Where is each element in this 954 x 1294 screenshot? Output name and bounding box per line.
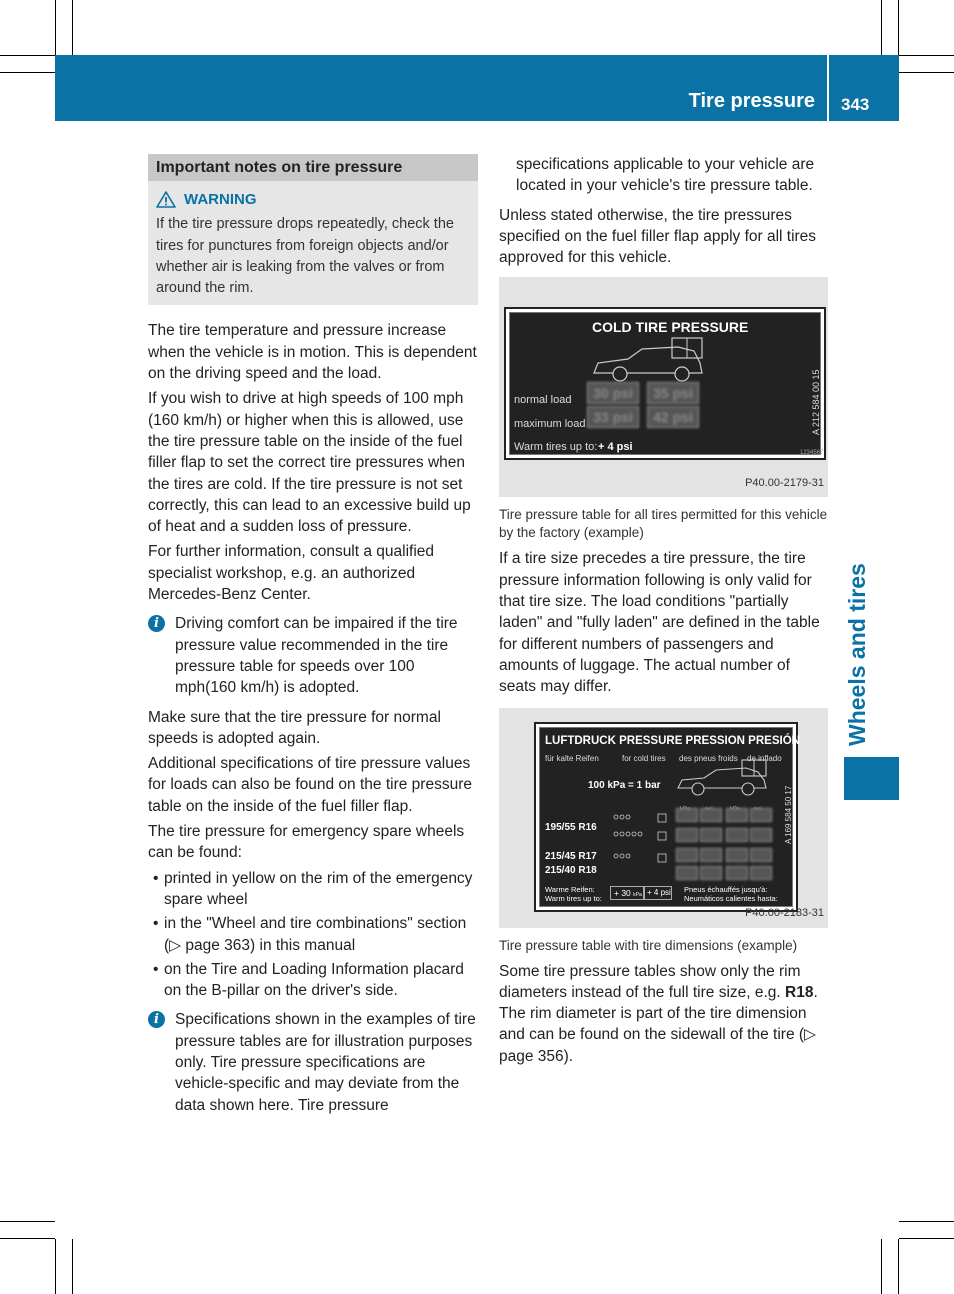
pressure-cell (676, 866, 698, 880)
placard-title: COLD TIRE PRESSURE (592, 319, 749, 336)
pressure-cell (726, 866, 748, 880)
paragraph (499, 961, 829, 1067)
warm-label-es: Neumáticos calientes hasta: (684, 893, 778, 903)
info-continuation: specifications applicable to your vehicle are located in your vehicle's tire pressure table. (516, 156, 815, 195)
pressure-cell (750, 828, 772, 842)
pressure-cell (700, 828, 722, 842)
rim-diameter-example: R18 (785, 983, 814, 1001)
crop-mark (881, 0, 882, 55)
warm-kpa-value: + 30 (614, 887, 631, 898)
paragraph: Additional specifications of tire pressure values for loads can also be found on the tire pressure table on the inside of the fuel filler flap. (148, 755, 472, 815)
tire-size: 215/40 R18 (545, 864, 597, 876)
tire-placard (504, 307, 826, 460)
info-text: Driving comfort can be impaired if the tire pressure value recommended in the tire pressure table for speeds over 100 mph(160 km/h) is adopted. (175, 615, 458, 697)
figure-caption: Tire pressure table for all tires permitted for this vehicle by the factory (example) (499, 507, 828, 541)
pressure-cell (676, 808, 698, 822)
right-column (499, 154, 829, 1071)
warning-box (148, 181, 478, 305)
info-icon: i (148, 1011, 165, 1028)
bullet-list (148, 868, 478, 1002)
list-item: • in the "Wheel and tire combinations" section (▷ page 363) in this manual (148, 913, 478, 956)
warm-kpa-unit: kPa (633, 891, 642, 898)
pressure-cell (700, 808, 722, 822)
crop-mark (0, 1221, 55, 1222)
pressure-value: 30 psi (587, 382, 639, 404)
crop-mark (72, 0, 73, 55)
pressure-cell (676, 848, 698, 862)
occupant-luggage-icon (612, 812, 672, 872)
pressure-cell (750, 808, 772, 822)
warning-label: WARNING (184, 191, 257, 208)
crop-mark (72, 1239, 73, 1294)
part-number: A 169 584 50 17 (784, 785, 793, 844)
pressure-cell (700, 866, 722, 880)
paragraph-text: Some tire pressure tables show only the rim diameters instead of the full tire size, e.g. (499, 962, 801, 1001)
figure-code: P40.00-2183-31 (745, 907, 824, 920)
crop-mark (0, 1238, 55, 1239)
info-icon: i (148, 615, 165, 632)
pressure-value: 33 psi (587, 406, 639, 428)
placard-title: LUFTDRUCK PRESSURE PRESSION PRESIÓN (545, 734, 800, 747)
tire-size: 195/55 R16 (545, 821, 597, 833)
warning-triangle-icon (156, 191, 176, 208)
pressure-cell (726, 848, 748, 862)
crop-mark (0, 55, 55, 56)
pressure-cell (750, 866, 772, 880)
car-outline-icon (674, 758, 774, 798)
crop-mark (881, 1239, 882, 1294)
paragraph: If a tire size precedes a tire pressure, the tire pressure information following is only valid for that tire size. The load conditions "partially laden" and "fully laden" are defined in the table for different numbers of passengers and amounts of luggage. The actual number of seats may differ. (499, 550, 820, 696)
side-tab-marker (844, 757, 899, 800)
crop-mark (55, 0, 56, 55)
crop-mark (899, 55, 954, 56)
row-label: maximum load (514, 418, 586, 431)
warm-label-de: Warme Reifen: (545, 884, 595, 894)
pressure-cell (750, 848, 772, 862)
pressure-value: 42 psi (647, 406, 699, 428)
pressure-cell (676, 828, 698, 842)
warm-label-en: Warm tires up to: (545, 893, 602, 903)
paragraph: If you wish to drive at high speeds of 100 mph (160 km/h) or higher when this is allowed, use the tire pressure table on the inside of the fuel filler flap to set the correct tire pressures when the tires are cold. If the tire pressure is not set correctly, this can lead to an excessive build up of heat and a sudden loss of pressure. (148, 390, 471, 536)
subtitle: for cold tires (622, 753, 666, 763)
figure-tire-dimensions (499, 708, 828, 928)
side-tab-label: Wheels and tires (844, 563, 870, 746)
header-divider (827, 55, 829, 121)
paragraph: Make sure that the tire pressure for normal speeds is adopted again. (148, 708, 441, 747)
part-number-wrap (778, 785, 793, 856)
info-note (148, 1009, 478, 1115)
warm-psi-box (644, 886, 672, 900)
row-label: normal load (514, 394, 572, 407)
tire-size: 215/45 R17 (545, 850, 597, 862)
placard-panel (509, 312, 824, 457)
crop-mark (899, 1238, 954, 1239)
subtitle: für kalte Reifen (545, 753, 599, 763)
info-note (148, 613, 478, 698)
crop-mark (898, 1239, 899, 1294)
paragraph: The tire temperature and pressure increase when the vehicle is in motion. This is dependent on the driving speed and the load. (148, 322, 477, 383)
paragraph: Unless stated otherwise, the tire pressures specified on the fuel filler flap apply for all tires approved for this vehicle. (499, 206, 817, 267)
crop-mark (898, 0, 899, 55)
warm-psi-value: + 4 psi (647, 887, 671, 897)
paragraph: For further information, consult a qualified specialist workshop, e.g. an authorized Mercedes-Benz Center. (148, 543, 435, 604)
pressure-cell (726, 808, 748, 822)
list-item: • printed in yellow on the rim of the emergency spare wheel (148, 868, 478, 911)
warm-label-fr: Pneus échauffés jusqu'à: (684, 884, 768, 894)
subtitle: de inflado (747, 753, 782, 763)
left-column (148, 154, 478, 1124)
page-header (55, 55, 899, 121)
crop-mark (55, 1239, 56, 1294)
crop-mark (899, 1221, 954, 1222)
warning-header (156, 189, 470, 210)
warm-tires-value: + 4 psi (598, 441, 633, 454)
tire-placard (534, 722, 798, 912)
placard-panel (539, 727, 800, 907)
pressure-value: 35 psi (647, 382, 699, 404)
page-number: 343 (841, 95, 870, 114)
crop-mark (899, 72, 954, 73)
warm-tires-label: Warm tires up to: (514, 441, 598, 454)
car-outline-icon (590, 335, 710, 385)
subtitle: des pneus froids (679, 753, 738, 763)
occupant-icons (612, 812, 672, 872)
side-tab (844, 560, 884, 746)
info-text: Specifications shown in the examples of tire pressure tables are for illustration purposes only. Tire pressure specifications are vehicle-specific and may deviate from the data shown here. Tire pressure (175, 1011, 476, 1114)
figure-caption: Tire pressure table with tire dimensions (example) (499, 937, 798, 953)
paragraph-text: . The rim diameter is part of the tire dimension and can be found on the sidewall of the tire (▷ page 356). (499, 983, 818, 1065)
part-number: A 212 584 00 15 (811, 369, 821, 436)
pressure-cell (726, 828, 748, 842)
small-code: 1234567 (800, 450, 824, 457)
crop-mark (0, 72, 55, 73)
pressure-cell (700, 848, 722, 862)
figure-code: P40.00-2179-31 (745, 477, 824, 490)
warm-kpa-box (610, 886, 644, 900)
warning-text: If the tire pressure drops repeatedly, check the tires for punctures from foreign objects and/or whether air is leaking from the valves or from around the rim. (156, 216, 454, 297)
list-item: • on the Tire and Loading Information placard on the B-pillar on the driver's side. (148, 959, 478, 1002)
figure-cold-tire-pressure (499, 277, 828, 497)
unit-note: 100 kPa = 1 bar (588, 779, 661, 791)
paragraph: The tire pressure for emergency spare wheels can be found: (148, 823, 465, 862)
section-title: Tire pressure (688, 90, 815, 112)
section-heading: Important notes on tire pressure (148, 154, 478, 181)
